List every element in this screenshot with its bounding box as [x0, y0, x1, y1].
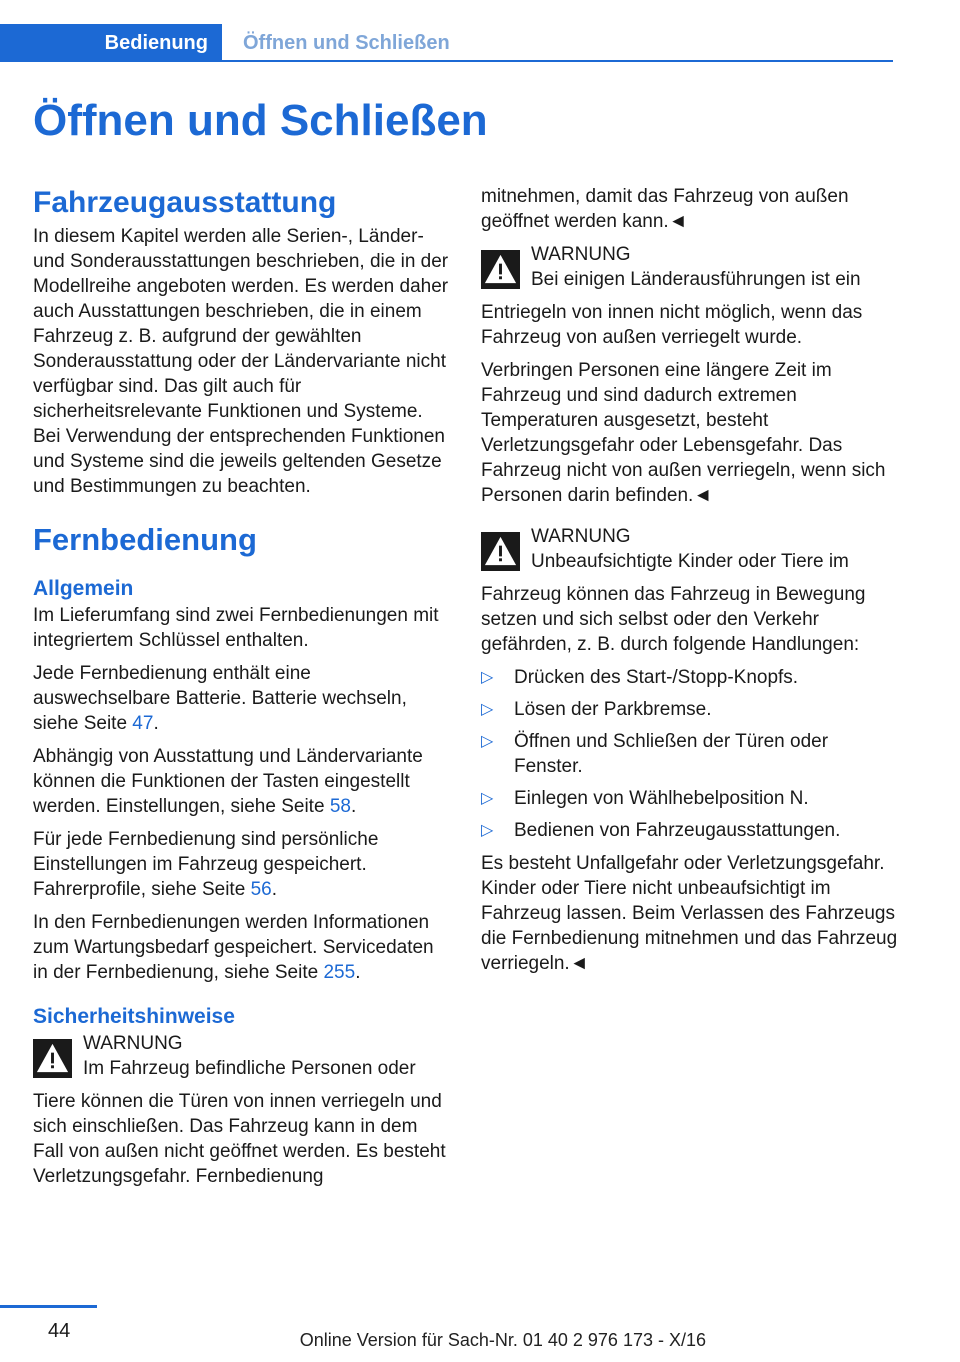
link-page-58[interactable]: 58	[329, 796, 351, 817]
warning-first-line: Bei einigen Länderausführungen ist ein	[531, 269, 861, 290]
warning-first-line: Im Fahrzeug befindliche Personen oder	[83, 1058, 416, 1079]
warning-icon	[33, 1039, 72, 1078]
triangle-bullet-icon: ▷	[481, 790, 494, 807]
triangle-bullet-icon: ▷	[481, 733, 494, 750]
tab-oeffnen-schliessen[interactable]: Öffnen und Schließen	[243, 31, 450, 54]
heading-sicherheitshinweise: Sicherheitshinweise	[33, 1005, 235, 1028]
list-item	[481, 818, 901, 843]
heading-allgemein: Allgemein	[33, 577, 134, 600]
left-column	[33, 184, 453, 1197]
triangle-bullet-icon: ▷	[481, 669, 494, 686]
warning-icon	[481, 250, 520, 289]
warning-title: WARNUNG	[83, 1033, 183, 1054]
warning-block	[33, 1031, 453, 1081]
footer-divider	[0, 1305, 97, 1308]
text: Für jede Fernbedienung sind persönliche Einstellungen im Fahrzeug gespeichert. Fahrerprofile, siehe Seite	[33, 829, 379, 900]
page-title: Öffnen und Schließen	[33, 96, 488, 145]
link-page-56[interactable]: 56	[250, 879, 272, 900]
warning-text: Entriegeln von innen nicht möglich, wenn das Fahrzeug von außen verriegelt wurde.	[481, 302, 863, 348]
link-page-255[interactable]: 255	[323, 962, 356, 983]
text: In den Fernbedienungen werden Informationen zum Wartungsbedarf gespeichert. Servicedaten in der Fernbedienung, siehe Seite	[33, 912, 434, 983]
paragraph-verbringen: Verbringen Personen eine längere Zeit im Fahrzeug und sind dadurch extremen Temperaturen ausgesetzt, besteht Verletzungsgefahr oder Lebensgefahr. Das Fahrzeug nicht von außen verriegeln, wenn sich Personen darin befinden.◄	[481, 360, 886, 506]
paragraph-continuation: mitnehmen, damit das Fahrzeug von außen geöffnet werden kann.◄	[481, 186, 849, 232]
warning-first-line: Unbeaufsichtigte Kinder oder Tiere im	[531, 551, 849, 572]
warning-block	[481, 242, 901, 292]
text: Abhängig von Ausstattung und Ländervariante können die Funktionen der Tasten eingestellt werden. Einstellungen, siehe Seite	[33, 746, 423, 817]
heading-fahrzeugausstattung: Fahrzeugausstattung	[33, 186, 337, 219]
action-list	[481, 665, 901, 843]
header-divider	[222, 60, 893, 62]
link-page-47[interactable]: 47	[132, 713, 154, 734]
list-item	[481, 729, 901, 779]
list-item-text: Einlegen von Wählhebelposition N.	[514, 788, 809, 809]
right-column	[481, 184, 901, 984]
list-item	[481, 786, 901, 811]
warning-title: WARNUNG	[531, 244, 631, 265]
tab-bedienung[interactable]: Bedienung	[0, 24, 222, 62]
warning-block	[481, 524, 901, 574]
list-item-text: Bedienen von Fahrzeugausstattungen.	[514, 820, 841, 841]
list-item	[481, 697, 901, 722]
list-item	[481, 665, 901, 690]
paragraph-fahrerprofile: Für jede Fernbedienung sind persönliche Einstellungen im Fahrzeug gespeichert. Fahrerprofile, siehe Seite 56.	[33, 829, 379, 900]
heading-fernbedienung: Fernbedienung	[33, 522, 257, 557]
warning-text: Fahrzeug können das Fahrzeug in Bewegung setzen und sich selbst oder den Verkehr gefährden, z. B. durch folgende Handlungen:	[481, 584, 866, 655]
triangle-bullet-icon: ▷	[481, 822, 494, 839]
list-item-text: Öffnen und Schließen der Türen oder Fenster.	[514, 731, 829, 777]
paragraph-lieferumfang: Im Lieferumfang sind zwei Fernbedienungen mit integriertem Schlüssel enthalten.	[33, 605, 439, 651]
warning-title: WARNUNG	[531, 526, 631, 547]
list-item-text: Drücken des Start-/Stopp-Knopfs.	[514, 667, 799, 688]
header	[0, 24, 893, 62]
paragraph-batterie: Jede Fernbedienung enthält eine auswechselbare Batterie. Batterie wechseln, siehe Seite 47.	[33, 663, 407, 734]
paragraph-tasten: Abhängig von Ausstattung und Ländervariante können die Funktionen der Tasten eingestellt werden. Einstellungen, siehe Seite 58.	[33, 746, 423, 817]
list-item-text: Lösen der Parkbremse.	[514, 699, 712, 720]
warning-text: Tiere können die Türen von innen verriegeln und sich einschließen. Das Fahrzeug kann in dem Fall von außen nicht geöffnet werden. Es besteht Verletzungsgefahr. Fernbedienung	[33, 1091, 446, 1187]
page-number: 44	[48, 1320, 71, 1342]
footer-version: Online Version für Sach-Nr. 01 40 2 976 173 - X/16	[299, 1330, 706, 1350]
triangle-bullet-icon: ▷	[481, 701, 494, 718]
warning-icon	[481, 532, 520, 571]
paragraph-intro: In diesem Kapitel werden alle Serien-, Länder- und Sonderausstattungen beschrieben, die in der Modellreihe angeboten werden. Es werden daher auch Ausstattungen beschrieben, die in einem Fahrzeug z. B. aufgrund der gewählten Sonderausstattung oder der Ländervariante nicht verfügbar sind. Das gilt auch für sicherheitsrelevante Funktionen und Systeme. Bei Verwendung der entsprechenden Funktionen und Systeme sind die jeweils geltenden Gesetze und Bestimmungen zu beachten.	[33, 226, 449, 497]
paragraph-unfallgefahr: Es besteht Unfallgefahr oder Verletzungsgefahr. Kinder oder Tiere nicht unbeaufsichtigt im Fahrzeug lassen. Beim Verlassen des Fahrzeugs die Fernbedienung mitnehmen und das Fahrzeug verriegeln.◄	[481, 853, 898, 974]
paragraph-servicedaten: In den Fernbedienungen werden Informationen zum Wartungsbedarf gespeichert. Servicedaten in der Fernbedienung, siehe Seite 255.	[33, 912, 434, 983]
text: Jede Fernbedienung enthält eine auswechselbare Batterie. Batterie wechseln, siehe Seite	[33, 663, 407, 734]
